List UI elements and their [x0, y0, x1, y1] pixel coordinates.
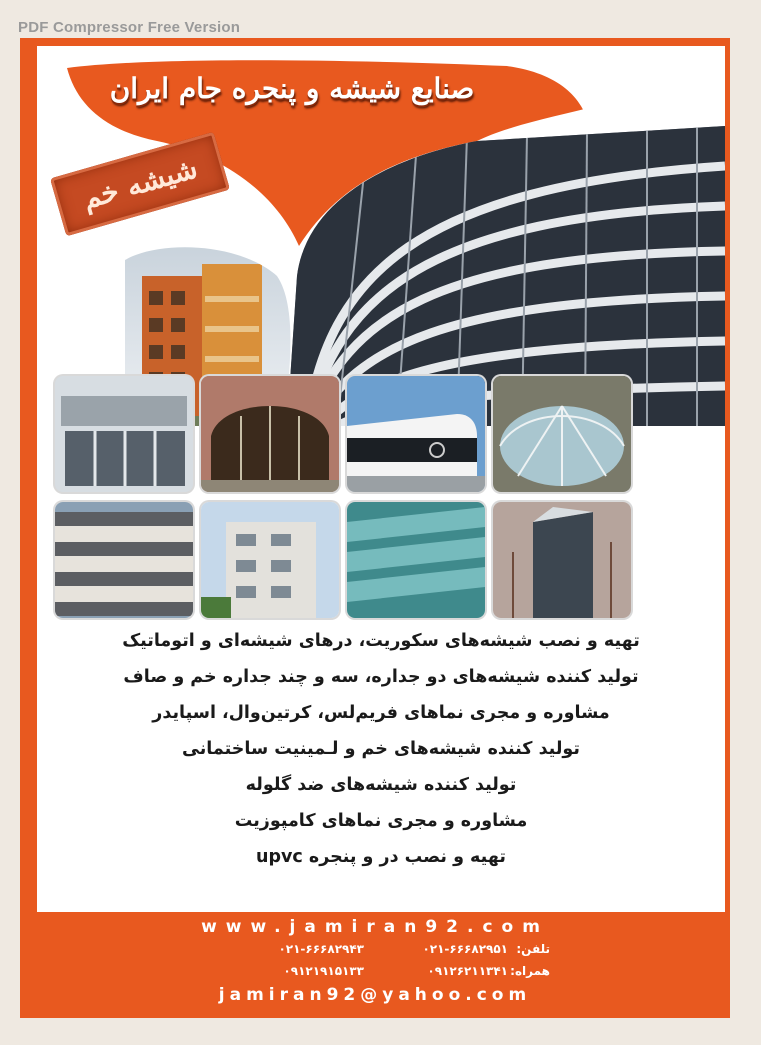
contact-footer — [20, 912, 730, 1018]
mobile-label: همراه: — [510, 964, 550, 978]
service-line: مشاوره و مجری نماهای فریم‌لس، کرتین‌وال، اسپایدر — [152, 703, 610, 723]
phone-number[interactable]: ۰۲۱-۶۶۶۸۲۹۴۳ — [278, 942, 364, 956]
watermark-text: PDF Compressor Free Version — [18, 19, 241, 36]
website-link[interactable]: www.jamiran92.com — [201, 917, 549, 937]
mobile-row — [220, 964, 550, 986]
service-line: تولید کننده شیشه‌های ضد گلوله — [245, 775, 517, 795]
service-line: تهیه و نصب در و پنجره upvc — [256, 847, 506, 867]
phone-number[interactable]: ۰۲۱-۶۶۶۸۲۹۵۱ — [422, 942, 508, 956]
service-line: تولید کننده شیشه‌های دو جداره، سه و چند جداره خم و صاف — [123, 667, 639, 687]
services-list — [37, 623, 725, 875]
phone-label: تلفن: — [516, 942, 550, 956]
photo-curved-showroom — [347, 376, 485, 492]
photo-glass-tower — [493, 502, 631, 618]
company-title: صنایع شیشه و پنجره جام ایران — [109, 72, 475, 105]
mobile-number[interactable]: ۰۹۱۲۱۹۱۵۱۳۳ — [283, 964, 364, 978]
mobile-number[interactable]: ۰۹۱۲۶۲۱۱۳۴۱ — [427, 964, 508, 978]
photo-scaffold-building — [201, 502, 339, 618]
phone-row — [220, 942, 550, 964]
photo-glass-dome — [493, 376, 631, 492]
photo-composite-facade — [55, 502, 193, 618]
service-line: تولید کننده شیشه‌های خم و لـمینیت ساختمانی — [182, 739, 580, 759]
email-link[interactable]: jamiran92@yahoo.com — [218, 985, 532, 1005]
photo-arched-entrance — [201, 376, 339, 492]
service-line: تهیه و نصب شیشه‌های سکوریت، درهای شیشه‌ای و اتوماتیک — [122, 631, 640, 651]
photo-storefront-glass — [55, 376, 193, 492]
stamp-text: شیشه خم — [78, 151, 201, 216]
photo-glass-stack — [347, 502, 485, 618]
service-line: مشاوره و مجری نماهای کامپوزیت — [234, 811, 528, 831]
